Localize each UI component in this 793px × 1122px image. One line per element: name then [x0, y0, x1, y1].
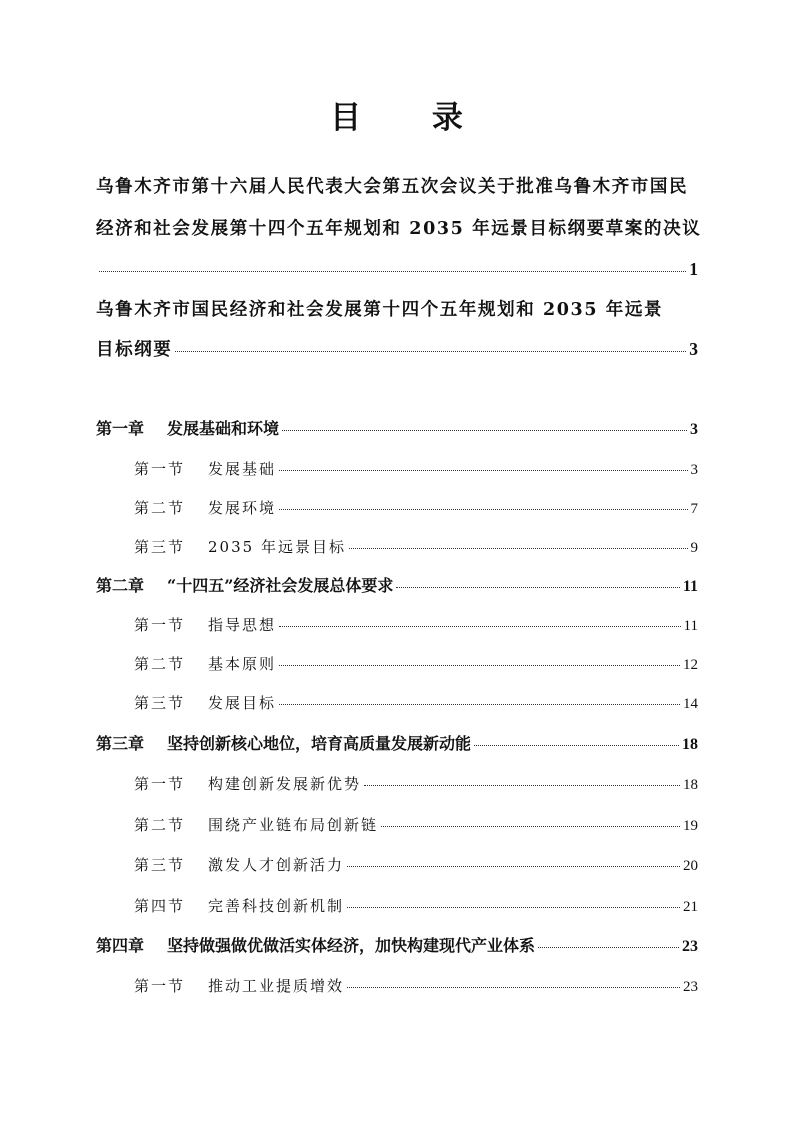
- page-number: 23: [682, 938, 698, 955]
- dot-leader: [175, 351, 686, 352]
- chapter-title: 坚持创新核心地位，培育高质量发展新动能: [167, 734, 472, 753]
- section-number: 第一节: [134, 616, 186, 634]
- section-number: 第三节: [134, 538, 186, 556]
- intro-entry-1-line-2: 经济和社会发展第十四个五年规划和 2035 年远景目标纲要草案的决议: [96, 219, 702, 239]
- section-title: 发展目标: [208, 694, 277, 712]
- page-number: 14: [683, 696, 698, 712]
- section-number: 第三节: [134, 694, 186, 712]
- section-title: 基本原则: [208, 655, 277, 673]
- section-number: 第二节: [134, 816, 186, 834]
- dot-leader: [538, 947, 679, 948]
- chapter-number: 第四章: [96, 936, 145, 955]
- dot-leader: [347, 907, 680, 908]
- intro-entry-1-line-1: 乌鲁木齐市第十六届人民代表大会第五次会议关于批准乌鲁木齐市国民: [96, 177, 689, 197]
- page-number: 12: [683, 657, 698, 673]
- section-number: 第三节: [134, 856, 186, 874]
- intro-entry-1-leader-line[interactable]: [96, 256, 698, 282]
- section-number: 第一节: [134, 977, 186, 995]
- section-title: 2035 年远景目标: [208, 538, 346, 556]
- chapter-title: “十四五”经济社会发展总体要求: [167, 576, 394, 595]
- toc-section-1-2[interactable]: [134, 495, 698, 522]
- dot-leader: [396, 587, 679, 588]
- dot-leader: [99, 271, 686, 272]
- section-title: 推动工业提质增效: [208, 977, 345, 995]
- section-title: 发展环境: [208, 499, 277, 517]
- dot-leader: [282, 430, 687, 431]
- section-number: 第一节: [134, 775, 186, 793]
- toc-section-2-2[interactable]: [134, 651, 698, 678]
- page-number: 1: [689, 259, 698, 279]
- chapter-number: 第一章: [96, 419, 145, 438]
- toc-section-3-2[interactable]: [134, 812, 698, 839]
- dot-leader: [364, 785, 680, 786]
- section-title: 激发人才创新活力: [208, 856, 345, 874]
- section-number: 第一节: [134, 460, 186, 478]
- page-title: 目 录: [330, 100, 493, 136]
- page-number: 23: [683, 979, 698, 995]
- page-number: 11: [683, 618, 698, 634]
- dot-leader: [347, 987, 680, 988]
- page-number: 21: [683, 899, 698, 915]
- section-title: 发展基础: [208, 460, 277, 478]
- toc-section-1-1[interactable]: [134, 456, 698, 483]
- toc-chapter-4[interactable]: [96, 933, 698, 960]
- page-number: 11: [682, 578, 698, 595]
- toc-section-1-3[interactable]: [134, 534, 698, 561]
- dot-leader: [279, 704, 680, 705]
- page-number: 7: [690, 501, 698, 517]
- section-number: 第四节: [134, 897, 186, 915]
- intro-entry-2-label-end: 目标纲要: [96, 340, 173, 360]
- section-number: 第二节: [134, 655, 186, 673]
- toc-section-2-3[interactable]: [134, 690, 698, 717]
- toc-section-3-4[interactable]: [134, 893, 698, 920]
- dot-leader: [474, 745, 679, 746]
- section-title: 指导思想: [208, 616, 277, 634]
- page-number: 20: [683, 858, 698, 874]
- chapter-title: 坚持做强做优做活实体经济，加快构建现代产业体系: [167, 936, 536, 955]
- section-title: 构建创新发展新优势: [208, 775, 362, 793]
- page-number: 9: [690, 540, 698, 556]
- toc-section-2-1[interactable]: [134, 612, 698, 639]
- intro-entry-2-line-1: 乌鲁木齐市国民经济和社会发展第十四个五年规划和 2035 年远景: [96, 300, 664, 320]
- dot-leader: [349, 548, 688, 549]
- dot-leader: [279, 665, 680, 666]
- page-number: 3: [689, 339, 698, 359]
- page-number: 3: [690, 421, 698, 438]
- toc-chapter-1[interactable]: [96, 416, 698, 443]
- section-number: 第二节: [134, 499, 186, 517]
- page-number: 18: [682, 736, 698, 753]
- chapter-number: 第二章: [96, 576, 145, 595]
- toc-chapter-3[interactable]: [96, 731, 698, 758]
- toc-section-4-1[interactable]: [134, 973, 698, 1000]
- dot-leader: [279, 509, 687, 510]
- dot-leader: [381, 826, 680, 827]
- chapter-title: 发展基础和环境: [167, 419, 280, 438]
- dot-leader: [279, 626, 681, 627]
- section-title: 完善科技创新机制: [208, 897, 345, 915]
- dot-leader: [279, 470, 687, 471]
- page-number: 3: [690, 462, 698, 478]
- page-number: 18: [683, 777, 698, 793]
- toc-chapter-2[interactable]: [96, 573, 698, 600]
- toc-section-3-1[interactable]: [134, 771, 698, 798]
- toc-section-3-3[interactable]: [134, 852, 698, 879]
- page-number: 19: [683, 818, 698, 834]
- dot-leader: [347, 866, 680, 867]
- section-title: 围绕产业链布局创新链: [208, 816, 379, 834]
- chapter-number: 第三章: [96, 734, 145, 753]
- intro-entry-2-leader-line[interactable]: [96, 336, 698, 363]
